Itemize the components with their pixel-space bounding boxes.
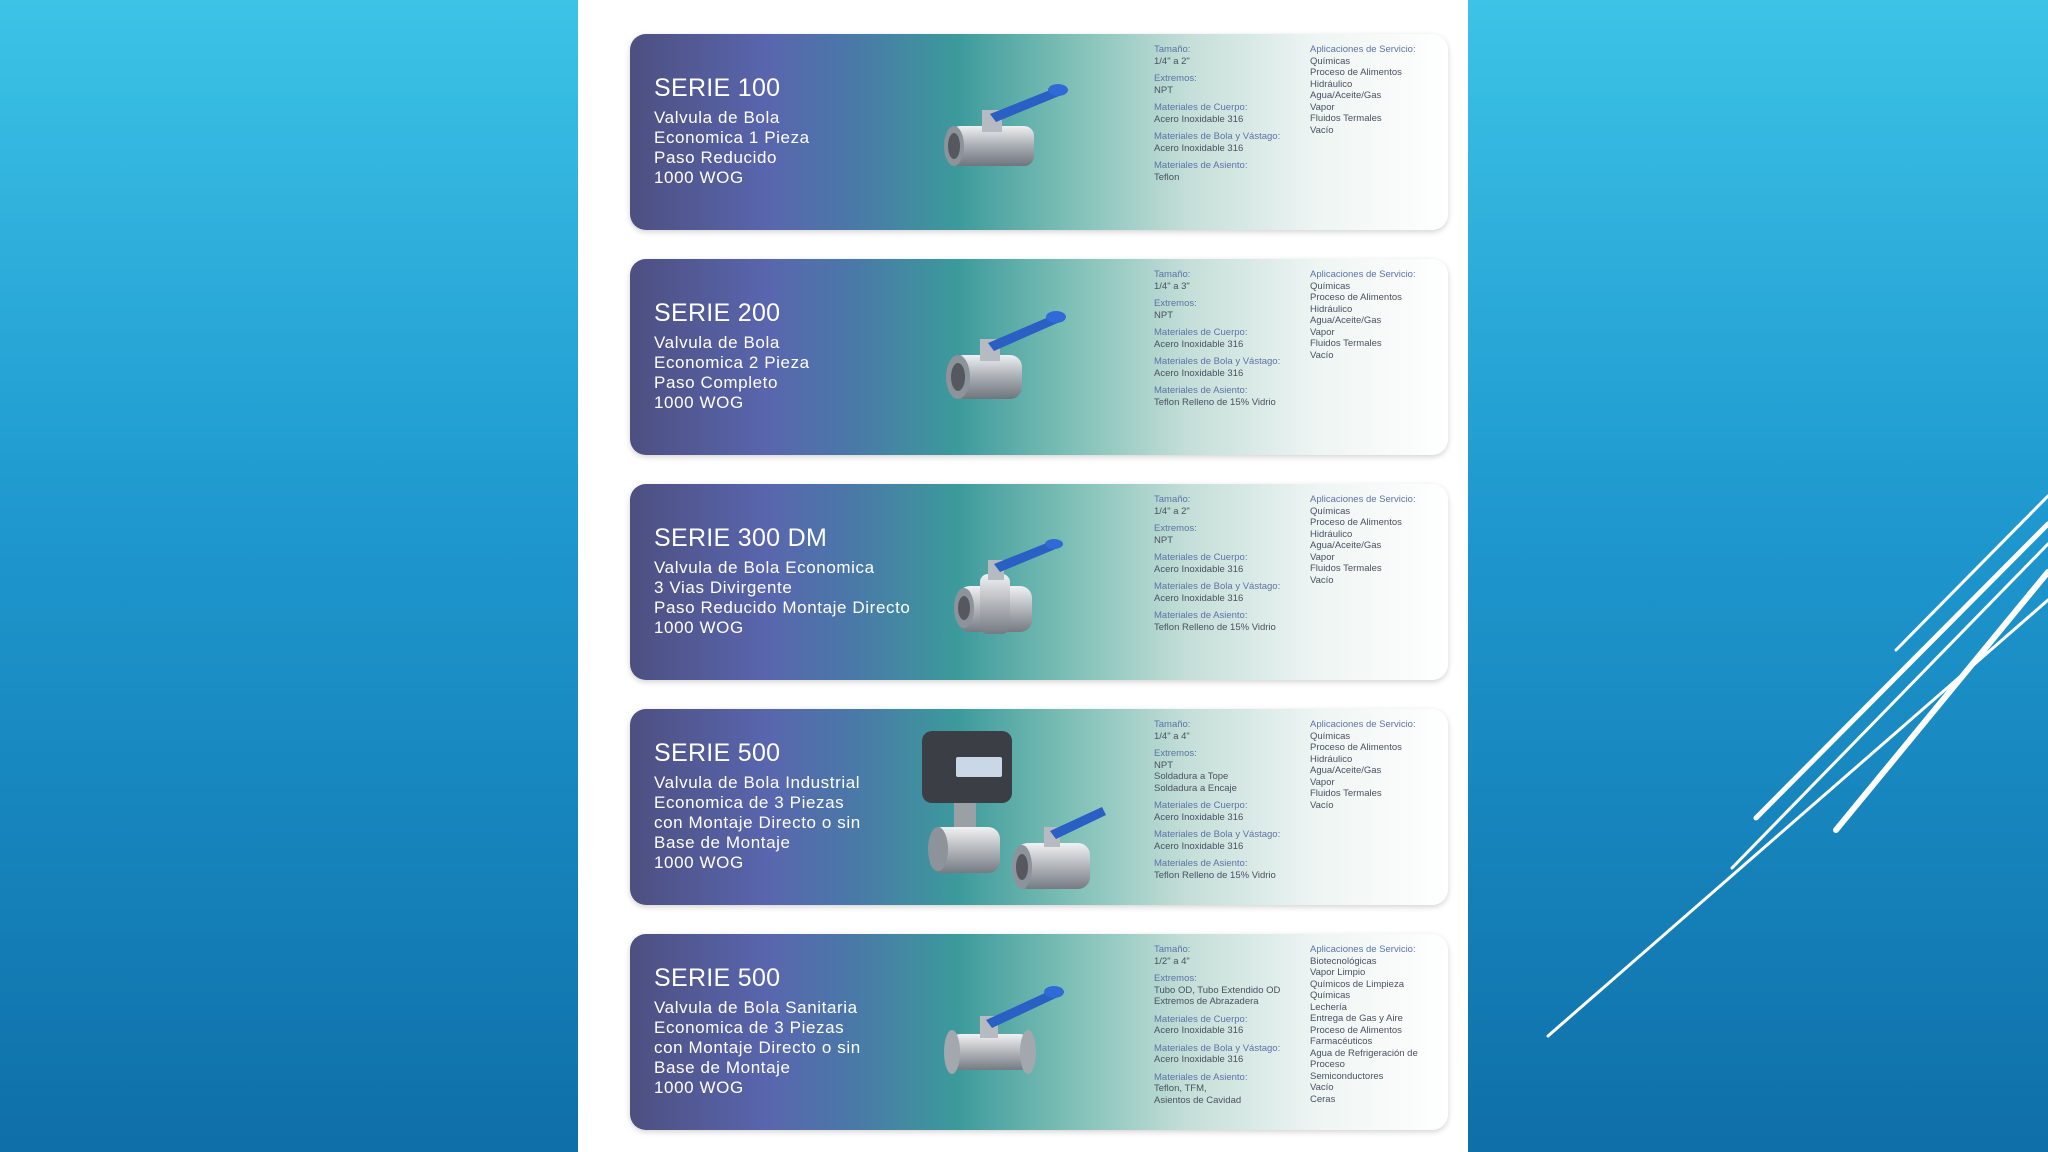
spec-list: [1154, 269, 1304, 414]
apps-list: Químicas Proceso de Alimentos Hidráulico Agua/Aceite/Gas Vapor Fluidos Termales Vacío: [1310, 505, 1402, 586]
spec-label: Materiales de Asiento:: [1154, 160, 1248, 171]
card-title: SERIE 100: [654, 74, 781, 102]
service-applications: [1310, 494, 1446, 586]
spec-value: Teflon, TFM, Asientos de Cavidad: [1154, 1083, 1242, 1106]
spec-label: Materiales de Asiento:: [1154, 610, 1248, 621]
apps-list: Químicas Proceso de Alimentos Hidráulico Agua/Aceite/Gas Vapor Fluidos Termales Vacío: [1310, 730, 1402, 811]
spec-value: Acero Inoxidable 316: [1154, 592, 1244, 604]
actuated-valve-icon: [916, 727, 1116, 899]
spec-value: Teflon: [1154, 171, 1180, 183]
spec-label: Extremos:: [1154, 523, 1197, 534]
apps-label: Aplicaciones de Servicio:: [1310, 944, 1416, 955]
card-description: Valvula de Bola Economica 2 Pieza Paso Completo 1000 WOG: [654, 333, 810, 412]
spec-label: Extremos:: [1154, 748, 1197, 759]
spec-value: Acero Inoxidable 316: [1154, 563, 1244, 575]
service-applications: [1310, 719, 1446, 811]
apps-list: Químicas Proceso de Alimentos Hidráulico Agua/Aceite/Gas Vapor Fluidos Termales Vacío: [1310, 280, 1402, 361]
spec-value: NPT: [1154, 534, 1173, 546]
card-title: SERIE 500: [654, 964, 781, 992]
spec-value: Acero Inoxidable 316: [1154, 113, 1244, 125]
apps-list: Biotecnológicas Vapor Limpio Químicos de Limpieza Químicas Lechería Entrega de Gas y Aire Proceso de Alimentos Farmacéuticos Agua de Refrigeración de Proceso Semiconductores Vacío Ceras: [1310, 955, 1418, 1105]
spec-label: Materiales de Asiento:: [1154, 858, 1248, 869]
apps-label: Aplicaciones de Servicio:: [1310, 494, 1416, 505]
spec-value: Teflon Relleno de 15% Vidrio: [1154, 621, 1276, 633]
spec-label: Materiales de Cuerpo:: [1154, 552, 1248, 563]
spec-value: 1/4" a 2": [1154, 55, 1190, 67]
ball-valve-1-piece-icon: [940, 74, 1080, 184]
sanitary-valve-icon: [940, 974, 1080, 1094]
spec-label: Tamaño:: [1154, 494, 1191, 505]
spec-list: [1154, 944, 1304, 1112]
spec-value: NPT: [1154, 84, 1173, 96]
spec-value: 1/2" a 4": [1154, 955, 1190, 967]
product-card-serie-200: [630, 259, 1448, 455]
apps-list: Químicas Proceso de Alimentos Hidráulico Agua/Aceite/Gas Vapor Fluidos Termales Vacío: [1310, 55, 1402, 136]
service-applications: [1310, 944, 1446, 1105]
spec-label: Materiales de Bola y Vástago:: [1154, 581, 1281, 592]
catalog-page: [578, 0, 1468, 1152]
spec-value: Teflon Relleno de 15% Vidrio: [1154, 396, 1276, 408]
spec-label: Materiales de Bola y Vástago:: [1154, 131, 1281, 142]
spec-value: Acero Inoxidable 316: [1154, 142, 1244, 154]
spec-value: Acero Inoxidable 316: [1154, 1025, 1244, 1036]
spec-label: Extremos:: [1154, 73, 1197, 84]
card-title: SERIE 500: [654, 739, 781, 767]
card-title: SERIE 300 DM: [654, 524, 828, 552]
spec-list: [1154, 494, 1304, 639]
three-way-valve-icon: [950, 524, 1080, 644]
product-card-serie-500-sanitaria: [630, 934, 1448, 1130]
spec-value: Acero Inoxidable 316: [1154, 338, 1244, 350]
spec-value: Acero Inoxidable 316: [1154, 367, 1244, 379]
spec-label: Materiales de Bola y Vástago:: [1154, 356, 1281, 367]
card-title: SERIE 200: [654, 299, 781, 327]
apps-label: Aplicaciones de Servicio:: [1310, 44, 1416, 55]
product-card-serie-300-dm: [630, 484, 1448, 680]
ball-valve-2-piece-icon: [940, 299, 1080, 419]
spec-label: Tamaño:: [1154, 269, 1191, 280]
service-applications: [1310, 269, 1446, 361]
spec-label: Materiales de Bola y Vástago:: [1154, 829, 1281, 840]
card-description: Valvula de Bola Economica 3 Vias Divirgente Paso Reducido Montaje Directo 1000 WOG: [654, 558, 911, 637]
spec-value: Acero Inoxidable 316: [1154, 811, 1244, 823]
spec-value: 1/4" a 2": [1154, 505, 1190, 517]
spec-label: Materiales de Bola y Vástago:: [1154, 1042, 1281, 1054]
spec-label: Materiales de Asiento:: [1154, 385, 1248, 396]
spec-value: NPT: [1154, 309, 1173, 321]
spec-label: Materiales de Cuerpo:: [1154, 102, 1248, 113]
spec-label: Extremos:: [1154, 298, 1197, 309]
spec-value: NPT Soldadura a Tope Soldadura a Encaje: [1154, 759, 1237, 794]
card-description: Valvula de Bola Industrial Economica de 3 Piezas con Montaje Directo o sin Base de Montaje 1000 WOG: [654, 773, 861, 872]
card-description: Valvula de Bola Sanitaria Economica de 3 Piezas con Montaje Directo o sin Base de Montaje 1000 WOG: [654, 998, 861, 1097]
product-card-serie-500-industrial: [630, 709, 1448, 905]
apps-label: Aplicaciones de Servicio:: [1310, 269, 1416, 280]
spec-label: Materiales de Cuerpo:: [1154, 800, 1248, 811]
spec-label: Materiales de Cuerpo:: [1154, 1013, 1248, 1025]
apps-label: Aplicaciones de Servicio:: [1310, 719, 1416, 730]
spec-list: [1154, 44, 1304, 189]
spec-value: Teflon Relleno de 15% Vidrio: [1154, 869, 1276, 881]
spec-label: Tamaño:: [1154, 719, 1191, 730]
spec-value: Tubo OD, Tubo Extendido OD Extremos de Abrazadera: [1154, 984, 1281, 1007]
spec-value: Acero Inoxidable 316: [1154, 1054, 1244, 1065]
spec-list: [1154, 719, 1304, 887]
product-card-serie-100: [630, 34, 1448, 230]
spec-label: Tamaño:: [1154, 944, 1191, 955]
spec-label: Materiales de Asiento:: [1154, 1071, 1248, 1083]
spec-value: 1/4" a 3": [1154, 280, 1190, 292]
spec-label: Tamaño:: [1154, 44, 1191, 55]
spec-value: 1/4" a 4": [1154, 730, 1190, 742]
spec-label: Extremos:: [1154, 973, 1197, 984]
service-applications: [1310, 44, 1446, 136]
card-description: Valvula de Bola Economica 1 Pieza Paso Reducido 1000 WOG: [654, 108, 810, 187]
spec-label: Materiales de Cuerpo:: [1154, 327, 1248, 338]
spec-value: Acero Inoxidable 316: [1154, 840, 1244, 852]
